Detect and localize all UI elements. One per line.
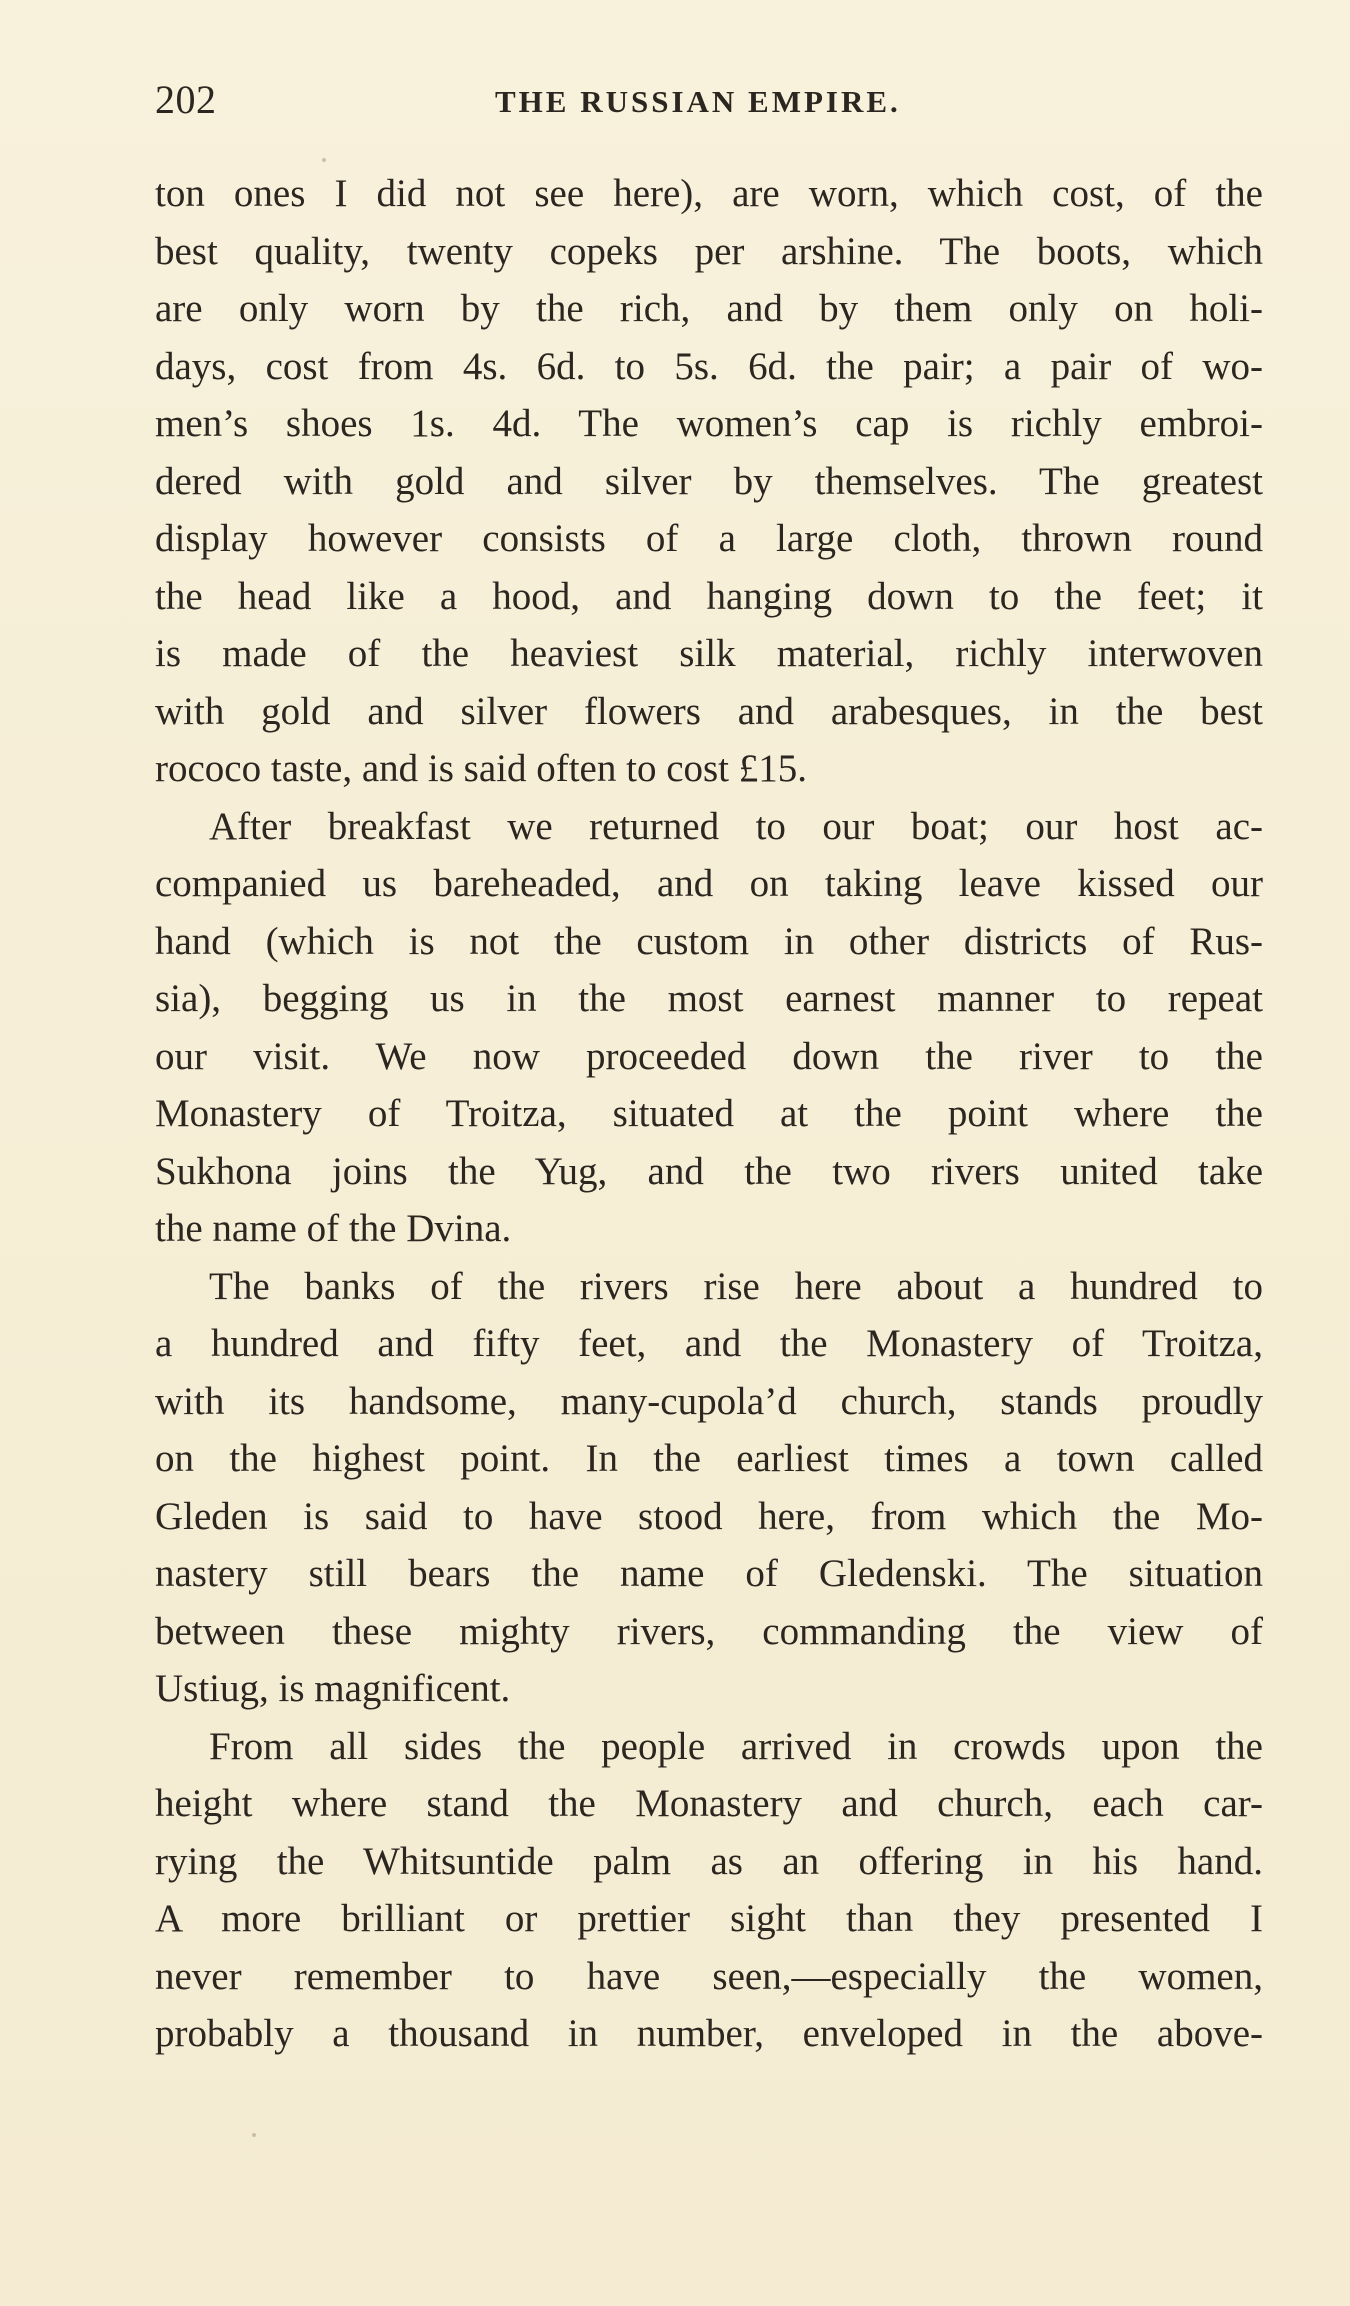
text-line: the name of the Dvina. [155, 1207, 512, 1250]
text-line: between these mighty rivers, commanding the view of [155, 1609, 1263, 1653]
text-line: the head like a hood, and hanging down to the feet; it [155, 574, 1263, 618]
text-line: dered with gold and silver by themselves. The greatest [155, 459, 1263, 503]
paper-speck [252, 2133, 256, 2137]
text-line: sia), begging us in the most earnest manner to repeat [155, 977, 1263, 1020]
text-line: After breakfast we returned to our boat; our host ac- [209, 804, 1263, 848]
text-line: best quality, twenty copeks per arshine. The boots, which [155, 229, 1263, 273]
text-line: days, cost from 4s. 6d. to 5s. 6d. the pair; a pair of wo- [155, 344, 1263, 388]
page-number: 202 [155, 77, 217, 122]
text-line: The banks of the rivers rise here about a hundred to [209, 1264, 1263, 1308]
running-title: THE RUSSIAN EMPIRE. [495, 84, 901, 119]
text-line: Monastery of Troitza, situated at the point where the [155, 1092, 1263, 1135]
text-line: ton ones I did not see here), are worn, which cost, of the [155, 172, 1263, 215]
text-line: nastery still bears the name of Gledenski. The situation [155, 1552, 1263, 1595]
text-line: with gold and silver flowers and arabesques, in the best [155, 689, 1263, 733]
text-line: height where stand the Monastery and church, each car- [155, 1782, 1263, 1825]
running-head [155, 70, 1265, 130]
text-line: rococo taste, and is said often to cost £15. [155, 747, 808, 790]
text-line: a hundred and fifty feet, and the Monastery of Troitza, [155, 1322, 1263, 1365]
text-line: our visit. We now proceeded down the river to the [155, 1034, 1263, 1078]
text-line: is made of the heaviest silk material, richly interwoven [155, 632, 1263, 675]
text-line: on the highest point. In the earliest times a town called [155, 1437, 1263, 1480]
paper-speck [322, 158, 326, 162]
text-line: probably a thousand in number, enveloped in the above- [155, 2012, 1263, 2055]
text-line: are only worn by the rich, and by them only on holi- [155, 287, 1263, 330]
text-line: hand (which is not the custom in other districts of Rus- [155, 919, 1263, 963]
text-line: Ustiug, is magnificent. [155, 1667, 511, 1710]
text-line: men’s shoes 1s. 4d. The women’s cap is richly embroi- [155, 402, 1263, 445]
text-line: rying the Whitsuntide palm as an offering in his hand. [155, 1839, 1263, 1883]
text-line: Gleden is said to have stood here, from which the Mo- [155, 1494, 1263, 1538]
text-line: display however consists of a large cloth, thrown round [155, 517, 1263, 560]
text-line: Sukhona joins the Yug, and the two rivers united take [155, 1149, 1263, 1193]
text-line: never remember to have seen,—especially the women, [155, 1954, 1263, 1998]
body-text [155, 165, 1263, 2063]
text-line: From all sides the people arrived in crowds upon the [209, 1724, 1263, 1768]
text-line: A more brilliant or prettier sight than they presented I [155, 1897, 1263, 1940]
text-line: with its handsome, many-cupola’d church, stands proudly [155, 1379, 1263, 1423]
text-line: companied us bareheaded, and on taking leave kissed our [155, 862, 1263, 905]
